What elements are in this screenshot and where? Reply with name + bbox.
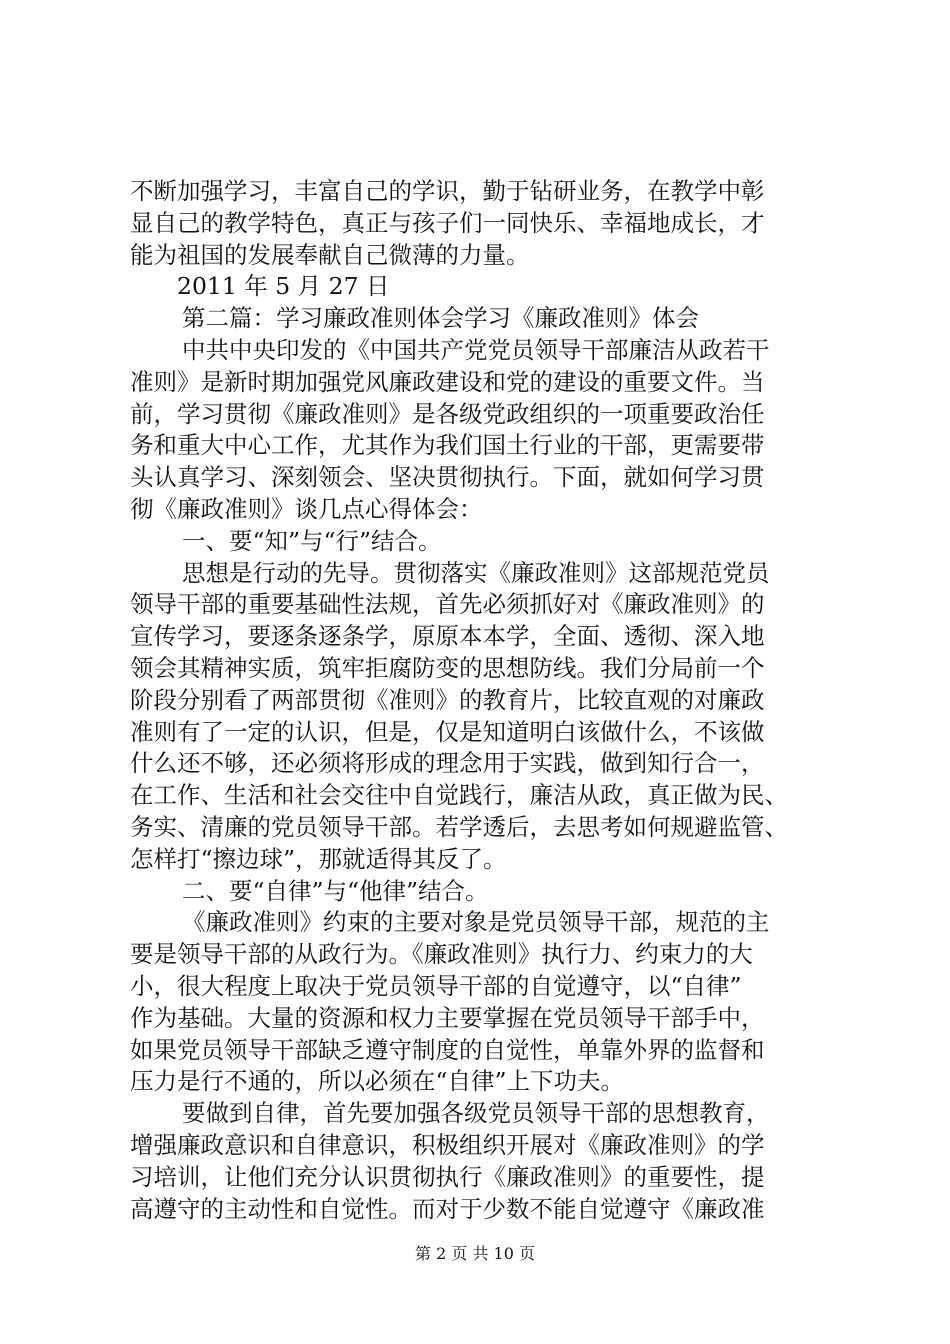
paragraph-line: 高遵守的主动性和自觉性。而对于少数不能自觉遵守《廉政准 [130, 1194, 765, 1223]
paragraph-line: 领会其精神实质，筑牢拒腐防变的思想防线。我们分局前一个 [130, 653, 765, 682]
paragraph-line: 中共中央印发的《中国共产党党员领导干部廉洁从政若干 [182, 335, 770, 364]
paragraph-line: 在工作、生活和社会交往中自觉践行，廉洁从政，真正做为民、 [130, 781, 788, 810]
page-footer: 第 2 页 共 10 页 [415, 1244, 535, 1263]
paragraph-line: 准则有了一定的认识，但是，仅是知道明白该做什么，不该做 [130, 717, 765, 746]
section-heading: 二、要“自律”与“他律”结合。 [182, 876, 489, 905]
paragraph-line: 务和重大中心工作，尤其作为我们国土行业的干部，更需要带 [130, 431, 765, 460]
section-heading: 第二篇：学习廉政准则体会学习《廉政准则》体会 [182, 304, 699, 333]
paragraph-line: 能为祖国的发展奉献自己微薄的力量。 [130, 240, 530, 269]
paragraph-line: 宣传学习，要逐条逐条学，原原本本学，全面、透彻、深入地 [130, 622, 765, 651]
paragraph-line: 头认真学习、深刻领会、坚决贯彻执行。下面，就如何学习贯 [130, 463, 765, 492]
paragraph-line: 什么还不够，还必须将形成的理念用于实践，做到知行合一， [130, 749, 765, 778]
paragraph-line: 如果党员领导干部缺乏遵守制度的自觉性，单靠外界的监督和 [130, 1035, 765, 1064]
section-heading: 一、要“知”与“行”结合。 [182, 526, 442, 555]
paragraph-line: 习培训，让他们充分认识贯彻执行《廉政准则》的重要性，提 [130, 1162, 765, 1191]
paragraph-line: 阶段分别看了两部贯彻《准则》的教育片，比较直观的对廉政 [130, 685, 765, 714]
paragraph-line: 准则》是新时期加强党风廉政建设和党的建设的重要文件。当 [130, 367, 765, 396]
document-body [130, 176, 832, 1225]
paragraph-line: 《廉政准则》约束的主要对象是党员领导干部，规范的主 [182, 908, 770, 937]
paragraph-line: 要是领导干部的从政行为。《廉政准则》执行力、约束力的大 [130, 940, 753, 969]
paragraph-line: 要做到自律，首先要加强各级党员领导干部的思想教育， [182, 1099, 770, 1128]
date-line: 2011 年 5 月 27 日 [177, 272, 390, 301]
paragraph-line: 压力是行不通的，所以必须在“自律”上下功夫。 [130, 1067, 625, 1096]
paragraph-line: 增强廉政意识和自律意识，积极组织开展对《廉政准则》的学 [130, 1130, 765, 1159]
paragraph-line: 思想是行动的先导。贯彻落实《廉政准则》这部规范党员 [182, 558, 770, 587]
paragraph-line: 彻《廉政准则》谈几点心得体会： [130, 494, 483, 523]
paragraph-line: 务实、清廉的党员领导干部。若学透后，去思考如何规避监管、 [130, 812, 788, 841]
paragraph-line: 小，很大程度上取决于党员领导干部的自觉遵守，以“自律” [130, 971, 742, 1000]
paragraph-line: 作为基础。大量的资源和权力主要掌握在党员领导干部手中， [130, 1003, 765, 1032]
paragraph-line: 前，学习贯彻《廉政准则》是各级党政组织的一项重要政治任 [130, 399, 765, 428]
paragraph-line: 领导干部的重要基础性法规，首先必须抓好对《廉政准则》的 [130, 590, 765, 619]
paragraph-line: 怎样打“擦边球”，那就适得其反了。 [130, 844, 507, 873]
paragraph-line: 不断加强学习，丰富自己的学识，勤于钻研业务，在教学中彰 [130, 177, 765, 205]
paragraph-line: 显自己的教学特色，真正与孩子们一同快乐、幸福地成长，才 [130, 208, 765, 237]
